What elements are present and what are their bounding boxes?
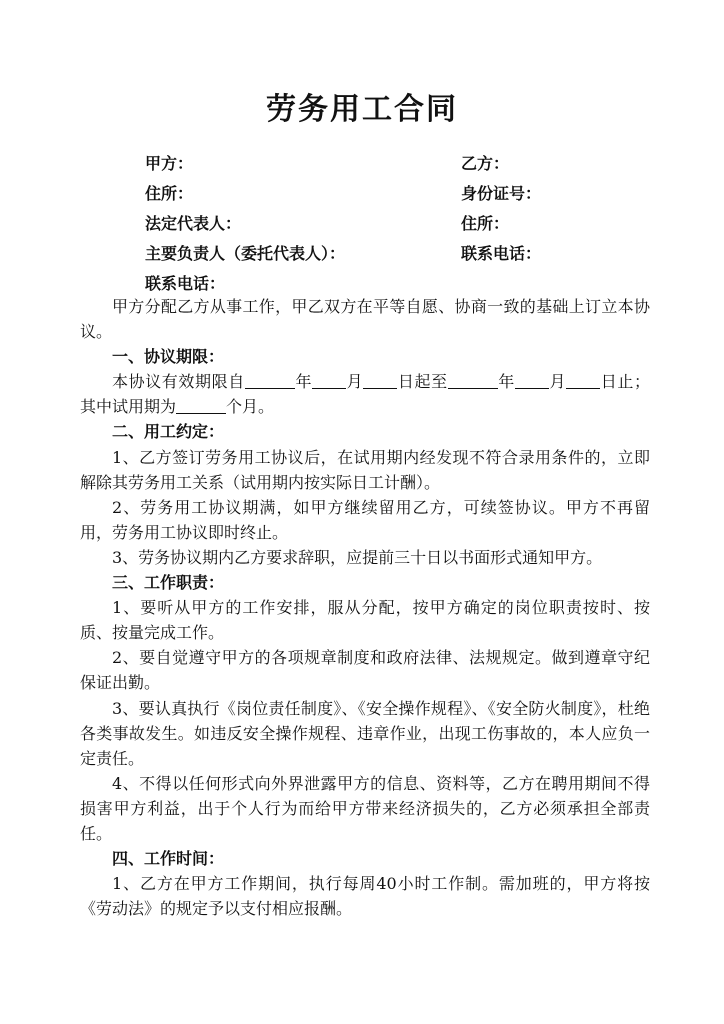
legal-representative-label: 法定代表人： [145, 214, 242, 233]
section-4-item: 1、乙方在甲方工作期间，执行每周40小时工作制。需加班的，甲方将按《劳动法》的规定予以支付相应报酬。 [80, 874, 650, 919]
party-a-label: 甲方： [145, 154, 194, 173]
section-3-heading: 三、工作职责： [112, 573, 225, 593]
section-2-item: 3、劳务协议期内乙方要求辞职，应提前三十日以书面形式通知甲方。 [112, 547, 603, 567]
start-month-blank [312, 372, 346, 389]
section-3-item: 1、要听从甲方的工作安排，服从分配，按甲方确定的岗位职责按时、按质、按量完成工作。 [80, 598, 650, 643]
start-day-blank [363, 372, 397, 389]
party-a-phone-label: 联系电话： [145, 274, 226, 293]
party-b-id-label: 身份证号： [461, 184, 542, 203]
document-title: 劳务用工合同 [266, 92, 458, 127]
probation-months-blank [176, 397, 226, 414]
section-3-item: 2、要自觉遵守甲方的各项规章制度和政府法律、法规规定。做到遵章守纪保证出勤。 [80, 648, 650, 693]
section-1-heading: 一、协议期限： [112, 347, 225, 367]
contract-body [80, 294, 650, 921]
term-months: 个月。 [226, 397, 275, 417]
section-2-heading: 二、用工约定： [112, 422, 225, 442]
principal-label: 主要负责人（委托代表人）： [145, 244, 346, 263]
section-4-heading: 四、工作时间： [112, 849, 225, 869]
term-month-2: 月 [548, 372, 567, 392]
section-3-item: 3、要认真执行《岗位责任制度》、《安全操作规程》、《安全防火制度》，杜绝各类事故发生。如违反安全操作规程、违章作业，出现工伤事故的，本人应负一定责任。 [80, 698, 650, 768]
intro-paragraph: 甲方分配乙方从事工作，甲乙双方在平等自愿、协商一致的基础上订立本协议。 [80, 297, 650, 342]
section-2-item: 1、乙方签订劳务用工协议后，在试用期内经发现不符合录用条件的，立即解除其劳务用工关系（试用期内按实际日工计酬）。 [80, 447, 650, 492]
term-paragraph [80, 369, 650, 419]
term-until: 日止；其中试用期为 [80, 372, 650, 417]
term-year-2: 年 [497, 372, 515, 392]
end-day-blank [566, 372, 600, 389]
start-year-blank [245, 372, 295, 389]
end-month-blank [515, 372, 549, 389]
end-year-blank [448, 372, 498, 389]
term-year-1: 年 [294, 372, 313, 392]
party-a-address-label: 住所： [145, 184, 194, 203]
section-2-item: 2、劳务用工协议期满，如甲方继续留用乙方，可续签协议。甲方不再留用，劳务用工协议即时终止。 [80, 497, 650, 542]
party-b-label: 乙方： [461, 154, 510, 173]
term-month-1: 月 [346, 372, 364, 392]
term-from: 日起至 [397, 372, 448, 392]
term-prefix: 本协议有效期限自 [112, 372, 245, 392]
section-3-item: 4、不得以任何形式向外界泄露甲方的信息、资料等，乙方在聘用期间不得损害甲方利益，出于个人行为而给甲方带来经济损失的，乙方必须承担全部责任。 [80, 773, 650, 843]
party-b-phone-label: 联系电话： [461, 244, 542, 263]
party-b-address-label: 住所： [461, 214, 510, 233]
